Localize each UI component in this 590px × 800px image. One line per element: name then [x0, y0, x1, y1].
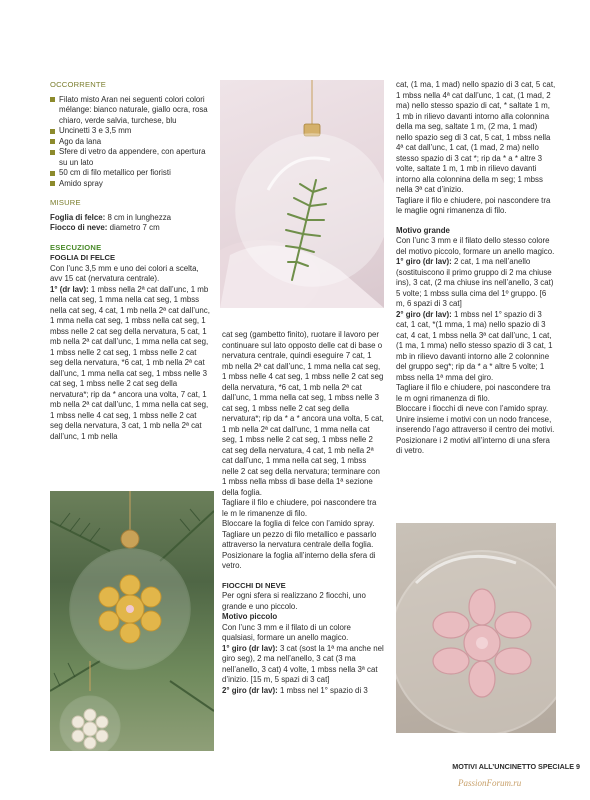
fiocchi-title: FIOCCHI DI NEVE — [222, 580, 286, 590]
foglia-title: FOGLIA DI FELCE — [50, 253, 116, 262]
foglia-taglia: Tagliare il filo e chiudere, poi nascondere tra le m le rimanenze di filo. — [222, 498, 377, 518]
misure-fiocco: Fiocco di neve: diametro 7 cm — [50, 223, 160, 232]
bullet-square-icon — [50, 129, 55, 134]
grande-unire: Unire insieme i motivi con un nodo francese, inserendo l’ago attraverso il centro dei motivi. Posizionare i 2 motivi all’interno di una sfera di vetro. — [396, 414, 555, 455]
column-middle — [222, 330, 384, 696]
piccolo-giro-1: 1° giro (dr lav): 3 cat (sost la 1ª ma anche nel giro seg), 2 ma nell’anello, 3 cat (3 ma nell’anello, 3 cat) 4 volte, 1 mbss nella 3ª cat d’inizio. [15 m, 5 spazi di 3 cat] — [222, 643, 384, 684]
page-footer: MOTIVI ALL’UNCINETTO SPECIALE 9 — [452, 762, 580, 771]
materials-item: Filato misto Aran nei seguenti colori colori mélange: bianco naturale, giallo ocra, rosa chiaro, verde salvia, turchese, blu — [50, 95, 210, 127]
photo-pink-snowflake — [396, 523, 556, 733]
piccolo-giro-2: 2° giro (dr lav): 1 mbss nel 1° spazio di 3 — [222, 685, 368, 695]
grande-giro-1: 1° giro (dr lav): 2 cat, 1 ma nell’anello (sostituiscono il primo gruppo di 2 ma chiuse ins), 3 cat, (2 ma chiuse ins nell’anello, 3 cat) 5 volte; 1 mbss sulla cima del 1º gruppo. [6 m, 6 spazi di 3 cat] — [396, 257, 554, 308]
piccolo-title: Motivo piccolo — [222, 612, 278, 621]
materials-item: Amido spray — [50, 179, 210, 190]
photo-snowflake-ornaments — [50, 491, 214, 751]
pink-snowflake-illustration — [396, 523, 556, 733]
grande-taglia: Tagliare il filo e chiudere, poi nascondere tra le m ogni rimanenza di filo. — [396, 383, 551, 403]
fern-ornament-illustration — [220, 80, 384, 308]
photo-fern-ornament — [220, 80, 384, 308]
foglia-bloccare: Bloccare la foglia di felce con l’amido spray. — [222, 519, 375, 528]
bullet-square-icon — [50, 181, 55, 186]
piccolo-giro-2-cont: cat, (1 ma, 1 mad) nello spazio di 3 cat, 5 cat, 1 mbss nella 4ª cat dall’unc, 1 cat, (1 mad, 2 ma) nello stesso spazio di cat, * saltate 1 m, 1 mb in rilievo davanti intorno alla colonnina della ma seg, saltate 1 m, (2 ma, 1 mad) nello spazio seg di 3 cat, 5 cat, 1 mbss nella 4ª cat dall’unc, 1 cat, (1 mad, 2 ma) nello stesso spazio di 3 cat *; rip da * a * altre 3 volte, saltate 1 m, 1 mb in rilievo davanti intorno alla colonnina della m seg; 1 mbss nella 3ª cat d’inizio. — [396, 80, 556, 194]
grande-title: Motivo grande — [396, 225, 450, 235]
foglia-intro: Con l’unc 3,5 mm e uno dei colori a scelta, avv 15 cat (nervatura centrale). — [50, 263, 199, 283]
foglia-continuation: cat seg (gambetto finito), ruotare il lavoro per continuare sul lato opposto delle cat di base o nervatura centrale, quindi eseguire 7 cat, 1 mb nella 2ª cat dall’unc, 1 mma nella cat seg, 1 mbss nelle 4 cat seg, 1 mbss nelle 2 cat seg della nervatura, *6 cat, 1 mb nella 2ª cat dall’unc, 1 mma nella cat seg, 1 mbss nelle 3 cat seg, 1 mbss nelle 2 cat seg della nervatura*; rip da * a * ancora una volta, 5 cat, 1 mb nella 2ª cat dall’unc, 1 mma nella cat seg, 1 mbss nelle 2 cat seg, 1 mbss nelle 2 cat seg della nervatura, 4 cat, 1 mb nella 2ª cat dall’unc, 1 mma nella cat seg, 1 mbss nelle 2 cat seg della nervatura; terminare con 1 mbss nella mbss di base della 1ª sezione della foglia. — [222, 330, 384, 497]
materials-item: 50 cm di filo metallico per fioristi — [50, 168, 210, 179]
bullet-square-icon — [50, 150, 55, 155]
foglia-filo: Tagliare un pezzo di filo metallico e passarlo attraverso la nervatura centrale della foglia. Posizionare la foglia all’interno della sfera di vetro. — [222, 529, 377, 570]
bullet-square-icon — [50, 171, 55, 176]
esecuzione-heading: ESECUZIONE — [50, 242, 102, 252]
snowflake-ornaments-illustration — [50, 491, 214, 751]
occorrente-heading: OCCORRENTE — [50, 80, 107, 89]
grande-intro: Con l’unc 3 mm e il filato dello stesso colore del motivo piccolo, formare un anello magico. — [396, 236, 555, 256]
materials-item: Sfere di vetro da appendere, con apertura su un lato — [50, 147, 210, 168]
fiocchi-intro: Per ogni sfera si realizzano 2 fiocchi, uno grande e uno piccolo. — [222, 591, 366, 611]
column-left — [50, 80, 210, 442]
column-right — [396, 80, 556, 457]
bullet-square-icon — [50, 97, 55, 102]
piccolo-intro: Con l’unc 3 mm e il filato di un colore qualsiasi, formare un anello magico. — [222, 622, 351, 642]
misure-heading: MISURE — [50, 198, 81, 207]
grande-giro-2: 2° giro (dr lav): 1 mbss nel 1° spazio di 3 cat, 1 cat, *(1 mma, 1 ma) nello spazio di 3 cat, 4 cat, 1 mbss nella 3ª cat dall’unc, 1 cat, (1 ma, 1 mma) nello stesso spazio di 3 cat, 1 mb in rilievo davanti intorno alle 2 colonnine del gruppo seg*; rip da * a * altre 5 volte; 1 mbss nella 1ª mma del giro. — [396, 309, 553, 382]
piccolo-taglia: Tagliare il filo e chiudere, poi nascondere tra le maglie ogni rimanenza di filo. — [396, 195, 551, 215]
watermark: PassionForum.ru — [458, 778, 522, 788]
foglia-giro-1: 1° (dr lav): 1 mbss nella 2ª cat dall’unc, 1 mb nella cat seg, 1 mma nella cat seg, 1 mbss nella cat seg, 4 cat, 1 mb nella 2ª cat dall’unc, 1 mma nella cat seg, 1 mbss nella cat seg, 1 mbss nelle 2 cat seg della nervatura, 5 cat, 1 mb nella 2ª cat dall’unc, 1 mma nella cat seg, 1 mbss nelle 2 cat seg, 1 mbss nelle 2 cat seg della nervatura, *6 cat, 1 mb nella 2ª cat dall’unc, 1 mma nella cat seg, 1 mbss nelle 3 cat seg, 1 mbss nelle 2 cat seg della nervatura*; rip da * ancora una volta, 7 cat, 1 mb nella 2ª cat dall’unc, 1 mma nella cat seg, 1 mbss nelle 4 cat seg, 1 mbss nelle 2 cat seg della nervatura, 3 cat, 1 mb nella 2ª cat dall’unc, 1 mb nella — [50, 284, 210, 441]
grande-bloccare: Bloccare i fiocchi di neve con l’amido spray. — [396, 404, 549, 413]
bullet-square-icon — [50, 139, 55, 144]
materials-item: Uncinetti 3 e 3,5 mm — [50, 126, 210, 137]
materials-item: Ago da lana — [50, 137, 210, 148]
misure-foglia: Foglia di felce: 8 cm in lunghezza — [50, 212, 172, 222]
